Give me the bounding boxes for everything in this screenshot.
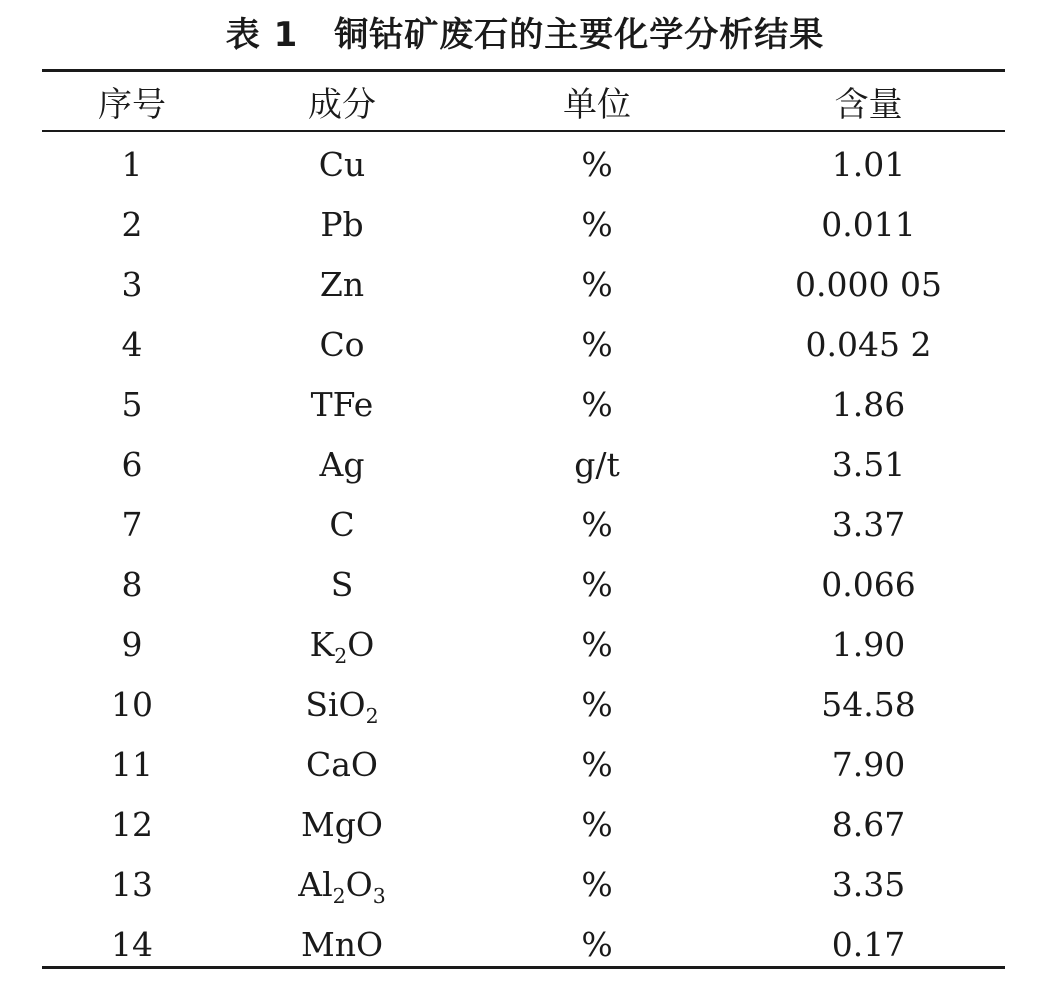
cell-index: 11 bbox=[111, 744, 153, 784]
cell-component bbox=[222, 674, 462, 734]
cell-index: 7 bbox=[121, 504, 143, 544]
formula-text: MgO bbox=[301, 804, 383, 844]
table-row bbox=[42, 254, 1005, 314]
analysis-results-table bbox=[42, 72, 1005, 974]
cell-component bbox=[222, 854, 462, 914]
cell-content: 3.51 bbox=[831, 444, 906, 484]
cell-content: 3.37 bbox=[831, 504, 906, 544]
cell-component bbox=[222, 254, 462, 314]
cell-content: 7.90 bbox=[831, 744, 906, 784]
cell-index: 12 bbox=[111, 804, 153, 844]
cell-component bbox=[222, 734, 462, 794]
formula-text: SiO bbox=[305, 684, 366, 724]
table-caption-label: 表 1 bbox=[225, 15, 299, 55]
cell-content: 1.90 bbox=[831, 624, 906, 664]
cell-content: 8.67 bbox=[831, 804, 906, 844]
cell-component bbox=[222, 130, 462, 194]
cell-content: 0.17 bbox=[831, 924, 906, 964]
cell-unit: % bbox=[581, 504, 613, 544]
table-row bbox=[42, 854, 1005, 914]
table-row bbox=[42, 494, 1005, 554]
table-body bbox=[42, 130, 1005, 974]
formula-subscript: 3 bbox=[372, 883, 386, 908]
table-row bbox=[42, 130, 1005, 194]
formula-text: Co bbox=[319, 324, 365, 364]
cell-index: 5 bbox=[121, 384, 143, 424]
cell-index: 13 bbox=[111, 864, 153, 904]
cell-content: 1.01 bbox=[831, 144, 906, 184]
cell-unit: % bbox=[581, 564, 613, 604]
cell-content: 0.000 05 bbox=[795, 264, 942, 304]
table-caption-title: 铜钴矿废石的主要化学分析结果 bbox=[334, 15, 825, 55]
table-header-row bbox=[42, 72, 1005, 130]
cell-content: 0.011 bbox=[821, 204, 916, 244]
cell-unit: g/t bbox=[574, 444, 620, 484]
table-row bbox=[42, 914, 1005, 974]
cell-index: 1 bbox=[121, 144, 143, 184]
table-row bbox=[42, 374, 1005, 434]
formula-text: O bbox=[347, 624, 375, 664]
header-index: 序号 bbox=[98, 84, 166, 125]
formula-text: CaO bbox=[306, 744, 378, 784]
formula-text: Zn bbox=[319, 264, 365, 304]
cell-component bbox=[222, 374, 462, 434]
table-row bbox=[42, 614, 1005, 674]
cell-unit: % bbox=[581, 324, 613, 364]
table-row bbox=[42, 434, 1005, 494]
formula-text: S bbox=[330, 564, 354, 604]
cell-index: 9 bbox=[121, 624, 143, 664]
cell-unit: % bbox=[581, 924, 613, 964]
formula-subscript: 2 bbox=[365, 703, 379, 728]
cell-unit: % bbox=[581, 204, 613, 244]
formula-text: O bbox=[345, 864, 373, 904]
formula-text: Al bbox=[298, 864, 333, 904]
cell-content: 0.045 2 bbox=[805, 324, 932, 364]
formula-text: Pb bbox=[320, 204, 364, 244]
table-row bbox=[42, 794, 1005, 854]
cell-unit: % bbox=[581, 624, 613, 664]
cell-content: 0.066 bbox=[821, 564, 916, 604]
formula-subscript: 2 bbox=[334, 643, 348, 668]
cell-unit: % bbox=[581, 684, 613, 724]
cell-index: 4 bbox=[121, 324, 143, 364]
header-component: 成分 bbox=[308, 84, 376, 125]
cell-component bbox=[222, 194, 462, 254]
formula-subscript: 2 bbox=[332, 883, 346, 908]
formula-text: Cu bbox=[318, 144, 366, 184]
cell-unit: % bbox=[581, 264, 613, 304]
formula-text: Ag bbox=[319, 444, 365, 484]
formula-text: K bbox=[309, 624, 335, 664]
cell-index: 8 bbox=[121, 564, 143, 604]
cell-component bbox=[222, 494, 462, 554]
formula-text: TFe bbox=[310, 384, 374, 424]
table-row bbox=[42, 314, 1005, 374]
formula-text: MnO bbox=[300, 924, 384, 964]
table-row bbox=[42, 734, 1005, 794]
cell-index: 3 bbox=[121, 264, 143, 304]
cell-unit: % bbox=[581, 144, 613, 184]
cell-unit: % bbox=[581, 804, 613, 844]
cell-unit: % bbox=[581, 384, 613, 424]
cell-index: 10 bbox=[111, 684, 153, 724]
cell-unit: % bbox=[581, 744, 613, 784]
cell-component bbox=[222, 794, 462, 854]
cell-component bbox=[222, 314, 462, 374]
cell-index: 2 bbox=[121, 204, 143, 244]
cell-content: 54.58 bbox=[821, 684, 916, 724]
header-unit: 单位 bbox=[563, 84, 631, 125]
table-row bbox=[42, 554, 1005, 614]
cell-content: 1.86 bbox=[831, 384, 906, 424]
cell-component bbox=[222, 614, 462, 674]
cell-component bbox=[222, 914, 462, 974]
table-row bbox=[42, 674, 1005, 734]
header-content: 含量 bbox=[834, 84, 903, 125]
cell-index: 14 bbox=[111, 924, 153, 964]
cell-component bbox=[222, 554, 462, 614]
table-caption bbox=[0, 10, 1050, 60]
cell-unit: % bbox=[581, 864, 613, 904]
cell-content: 3.35 bbox=[831, 864, 906, 904]
table-row bbox=[42, 194, 1005, 254]
cell-index: 6 bbox=[121, 444, 143, 484]
formula-text: C bbox=[329, 504, 355, 544]
cell-component bbox=[222, 434, 462, 494]
